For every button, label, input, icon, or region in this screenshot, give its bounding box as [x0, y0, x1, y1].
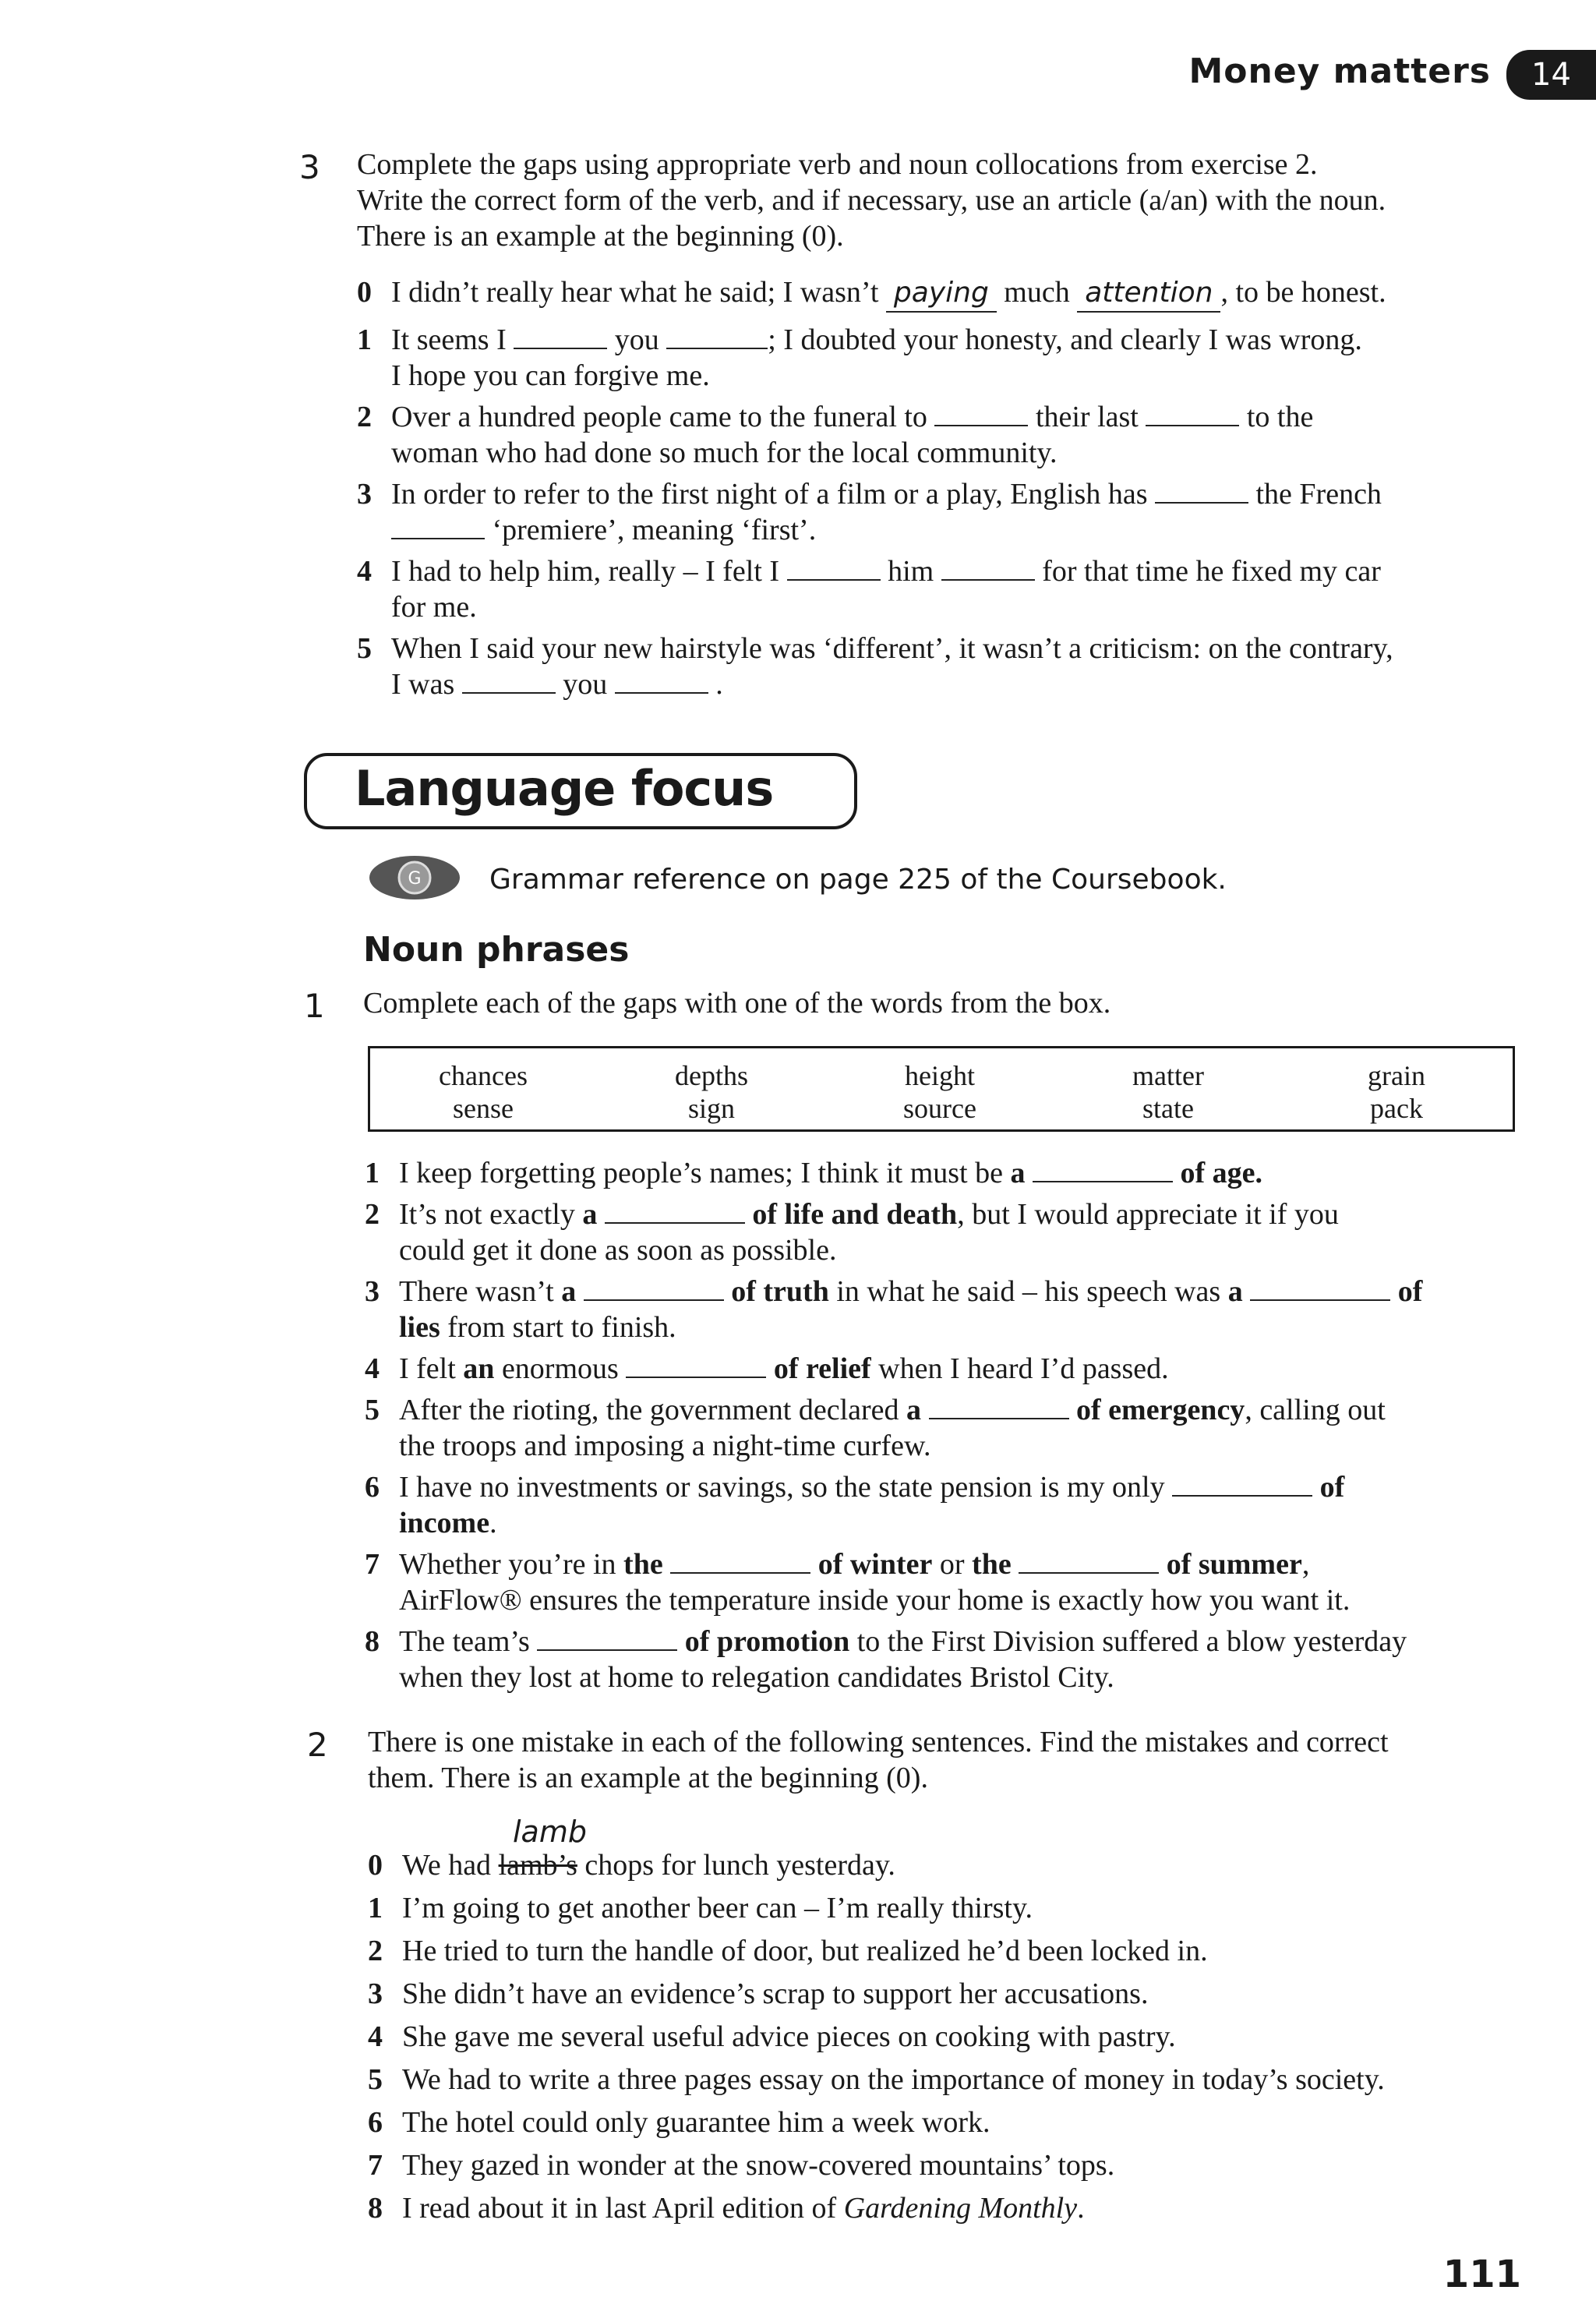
answer-blank[interactable] [1033, 1157, 1173, 1182]
answer-blank[interactable] [1155, 479, 1248, 504]
exercise-2-list [368, 1847, 1552, 2233]
list-item: 7 They gazed in wonder at the snow-covered mountains’ tops. [368, 2149, 1115, 2182]
word-box-item: height [905, 1060, 975, 1091]
answer-blank[interactable] [605, 1199, 745, 1224]
list-item: 1 I keep forgetting people’s names; I think it must be a of age. [365, 1157, 1263, 1189]
exercise-2-instruction: There is one mistake in each of the following sentences. Find the mistakes and correct them. There is an example at the beginning (0). [368, 1726, 1389, 1794]
answer-blank[interactable] [1146, 401, 1239, 426]
list-item: 3 She didn’t have an evidence’s scrap to support her accusations. [368, 1977, 1149, 2010]
word-box-item: pack [1370, 1093, 1423, 1124]
handwritten-correction: lamb [513, 1815, 587, 1849]
word-box [368, 1046, 1515, 1132]
answer-blank[interactable] [670, 1549, 810, 1574]
list-item: 1 I’m going to get another beer can – I’m really thirsty. [368, 1892, 1033, 1924]
answer-blank[interactable] [934, 401, 1028, 426]
list-item: 2 It’s not exactly a of life and death, but I would appreciate it if you could get it done as soon as possible. [365, 1198, 1339, 1267]
answer-blank[interactable] [391, 514, 485, 539]
section-title: Language focus [355, 760, 774, 817]
struck-word: lamb’s [498, 1849, 577, 1882]
answer-blank[interactable] [929, 1394, 1069, 1419]
answer-blank[interactable] [666, 324, 768, 349]
list-item: 7 Whether you’re in the of winter or the of summer, AirFlow® ensures the temperature inside your home is exactly how you want it. [365, 1548, 1351, 1617]
list-item: 5 We had to write a three pages essay on the importance of money in today’s society. [368, 2063, 1385, 2096]
magnifier-icon [368, 854, 461, 901]
exercise-1-instruction: Complete each of the gaps with one of the words from the box. [363, 987, 1111, 1020]
list-item: 8 I read about it in last April edition of Gardening Monthly. [368, 2192, 1085, 2225]
answer-blank[interactable] [537, 1626, 677, 1651]
unit-title: Money matters [1188, 51, 1491, 91]
exercise-3-instructions: Complete the gaps using appropriate verb and noun collocations from exercise 2. Write the correct form of the verb, and if necessary, use an article (a/an) with the noun. There is an example at the beginning (0). [357, 148, 1386, 253]
list-item: 1 It seems I you ; I doubted your honesty, and clearly I was wrong. I hope you can forgive me. [357, 323, 1362, 392]
answer-blank[interactable] [514, 324, 607, 349]
list-item: 5 After the rioting, the government declared a of emergency, calling out the troops and imposing a night-time curfew. [365, 1394, 1386, 1462]
word-box-item: sense [453, 1093, 514, 1124]
word-box-item: matter [1132, 1060, 1204, 1091]
list-item: 2 Over a hundred people came to the funeral to their last to the woman who had done so much for the local community. [357, 401, 1314, 469]
exercise-1-number: 1 [304, 987, 325, 1025]
unit-number-tab: 14 [1506, 50, 1596, 100]
answer-blank[interactable] [1250, 1276, 1390, 1301]
handwritten-answer: paying [886, 275, 997, 313]
list-item: 4 I had to help him, really – I felt I him for that time he fixed my car for me. [357, 555, 1381, 624]
list-item: 4 I felt an enormous of relief when I heard I’d passed. [365, 1352, 1169, 1385]
list-item: 4 She gave me several useful advice pieces on cooking with pastry. [368, 2020, 1176, 2053]
answer-blank[interactable] [787, 556, 881, 581]
exercise-3-list [357, 274, 1541, 708]
word-box-item: sign [687, 1093, 735, 1124]
svg-text:G: G [408, 869, 422, 889]
answer-blank[interactable] [1172, 1472, 1312, 1497]
list-item: 6 I have no investments or savings, so the state pension is my only of income. [365, 1471, 1345, 1539]
exercise-3-number: 3 [299, 148, 320, 186]
answer-blank[interactable] [1019, 1549, 1159, 1574]
list-item: 0 I didn’t really hear what he said; I wasn’t paying much attention , to be honest. [357, 274, 1541, 313]
answer-blank[interactable] [462, 669, 556, 694]
page-number: 111 [1442, 2253, 1521, 2296]
word-box-item: grain [1368, 1060, 1425, 1091]
list-item: 5 When I said your new hairstyle was ‘different’, it wasn’t a criticism: on the contrary, I was you . [357, 632, 1393, 701]
answer-blank[interactable] [615, 669, 708, 694]
handwritten-answer: attention [1077, 275, 1220, 313]
word-box-item: source [903, 1093, 976, 1124]
exercise-1-list [365, 1155, 1549, 1701]
list-item: 6 The hotel could only guarantee him a week work. [368, 2106, 990, 2139]
word-box-item: chances [439, 1060, 528, 1091]
answer-blank[interactable] [584, 1276, 724, 1301]
word-box-item: state [1142, 1093, 1194, 1124]
word-box-item: depths [675, 1060, 748, 1091]
answer-blank[interactable] [626, 1353, 766, 1378]
grammar-reference: Grammar reference on page 225 of the Coursebook. [489, 864, 1227, 896]
list-item: 8 The team’s of promotion to the First Division suffered a blow yesterday when they lost at home to relegation candidates Bristol City. [365, 1625, 1407, 1694]
subsection-heading: Noun phrases [363, 930, 630, 970]
list-item: 0 We had lamb’s chops for lunch yesterday. [368, 1849, 895, 1882]
exercise-2-number: 2 [307, 1726, 328, 1764]
list-item: 3 There wasn’t a of truth in what he said – his speech was a of lies from start to finish. [365, 1275, 1423, 1344]
list-item: 3 In order to refer to the first night of a film or a play, English has the French ‘premiere’, meaning ‘first’. [357, 478, 1382, 546]
list-item: 2 He tried to turn the handle of door, but realized he’d been locked in. [368, 1935, 1208, 1967]
answer-blank[interactable] [941, 556, 1035, 581]
